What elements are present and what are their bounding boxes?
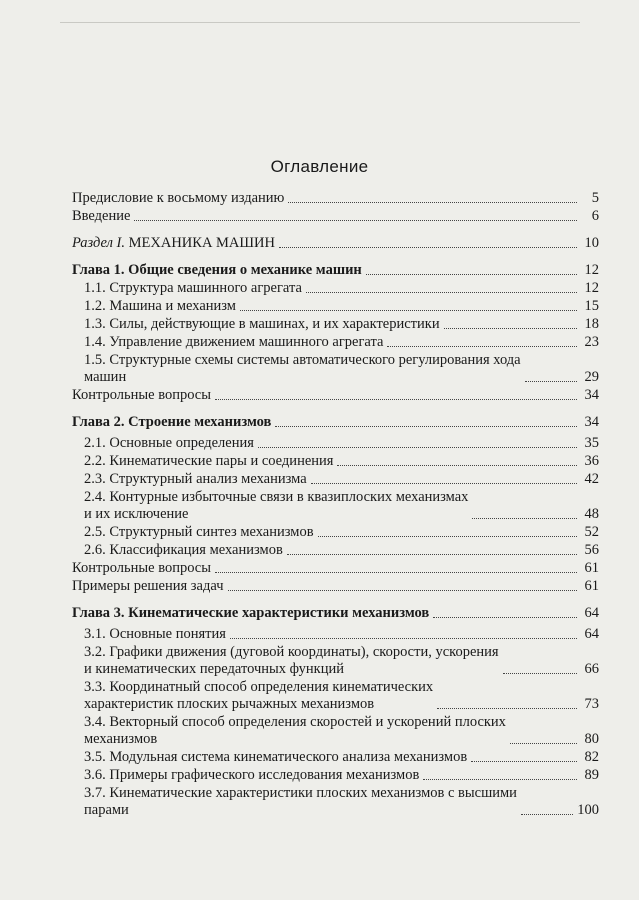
page-number: 12 [584,280,599,296]
toc-chapter-1: Глава 1. Общие сведения о механике машин 12 [72,262,599,278]
toc-entry-3-5: 3.5. Модульная система кинематического анализа механизмов 82 [84,749,599,765]
toc-chapter-2: Глава 2. Строение механизмов 34 [72,414,599,430]
page-number: 66 [584,661,599,677]
page-number: 42 [584,471,599,487]
toc-entry-1-3: 1.3. Силы, действующие в машинах, и их характеристики 18 [84,316,599,332]
toc-section-1: Раздел I. МЕХАНИКА МАШИН 10 [72,235,599,251]
toc-entry-questions-1: Контрольные вопросы 34 [72,387,599,403]
bleed-through-header [60,4,580,23]
page-number: 56 [584,542,599,558]
page-number: 10 [584,235,599,251]
page-number: 82 [584,749,599,765]
page-number: 61 [584,560,599,576]
toc-entry-3-6: 3.6. Примеры графического исследования механизмов 89 [84,767,599,783]
page-number: 12 [584,262,599,278]
toc-entry-1-2: 1.2. Машина и механизм 15 [84,298,599,314]
page-number: 36 [584,453,599,469]
toc-entry-preface: Предисловие к восьмому изданию 5 [72,190,599,206]
page-number: 80 [584,731,599,747]
page-number: 5 [591,190,599,206]
page-number: 64 [584,605,599,621]
page-number: 100 [577,802,599,818]
toc-entry-3-7: 3.7. Кинематические характеристики плоских механизмов с высшими парами 100 [84,785,599,818]
toc-entry-2-3: 2.3. Структурный анализ механизма 42 [84,471,599,487]
toc-entry-3-4: 3.4. Векторный способ определения скоростей и ускорений плоских механизмов 80 [84,714,599,747]
toc-entry-1-1: 1.1. Структура машинного агрегата 12 [84,280,599,296]
page-number: 34 [584,414,599,430]
toc-entry-1-5: 1.5. Структурные схемы системы автоматического регулирования хода машин 29 [84,352,599,385]
page-number: 18 [584,316,599,332]
toc-entry-examples-2: Примеры решения задач 61 [72,578,599,594]
page-number: 6 [591,208,599,224]
page-number: 15 [584,298,599,314]
page-number: 23 [584,334,599,350]
toc-entry-3-2: 3.2. Графики движения (дуговой координаты), скорости, ускорения и кинематических передаточных функций 66 [84,644,599,677]
toc-entry-1-4: 1.4. Управление движением машинного агрегата 23 [84,334,599,350]
page-number: 48 [584,506,599,522]
page-number: 35 [584,435,599,451]
page-number: 64 [584,626,599,642]
toc-entry-2-4: 2.4. Контурные избыточные связи в квазиплоских механизмах и их исключение 48 [84,489,599,522]
page-number: 29 [584,369,599,385]
toc-entry-3-3: 3.3. Координатный способ определения кинематических характеристик плоских рычажных механизмов 73 [84,679,599,712]
toc-entry-3-1: 3.1. Основные понятия 64 [84,626,599,642]
toc-entry-questions-2: Контрольные вопросы 61 [72,560,599,576]
table-of-contents [72,189,599,819]
toc-entry-2-6: 2.6. Классификация механизмов 56 [84,542,599,558]
page-number: 52 [584,524,599,540]
toc-chapter-3: Глава 3. Кинематические характеристики механизмов 64 [72,605,599,621]
page-title: Оглавление [270,157,369,176]
toc-entry-2-2: 2.2. Кинематические пары и соединения 36 [84,453,599,469]
page-number: 89 [584,767,599,783]
toc-entry-introduction: Введение 6 [72,208,599,224]
page-number: 73 [584,696,599,712]
toc-entry-2-1: 2.1. Основные определения 35 [84,435,599,451]
page-number: 34 [584,387,599,403]
page-number: 61 [584,578,599,594]
toc-entry-2-5: 2.5. Структурный синтез механизмов 52 [84,524,599,540]
